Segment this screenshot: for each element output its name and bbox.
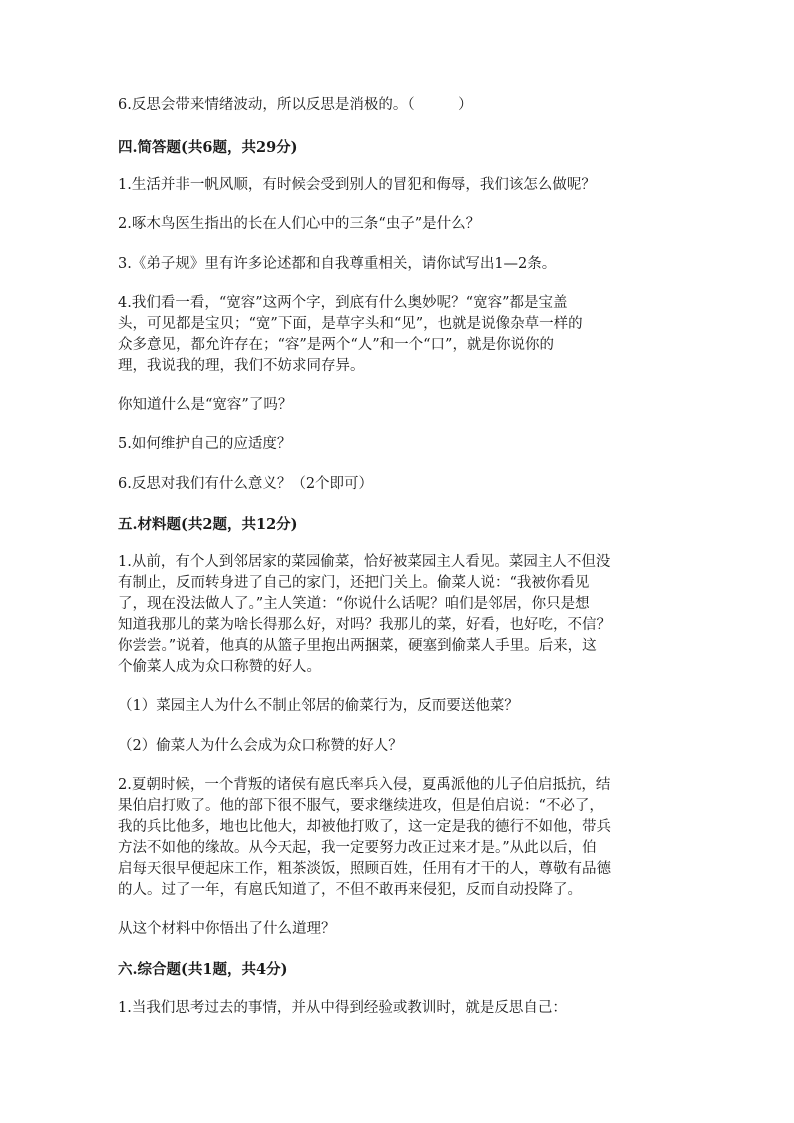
paragraph-line: 4.我们看一看，“宽容”这两个字，到底有什么奥妙呢？“宽容”都是宝盖 [118, 295, 568, 311]
section-four-heading: 四.简答题(共6题，共29分) [118, 139, 298, 156]
paragraph-line: 知道我那儿的菜为啥长得那么好，对吗？我那儿的菜，好看，也好吃，不信？ [118, 617, 611, 633]
paragraph-line: 头，可见都是宝贝；“宽”下面，是草字头和“见”，也就是说像杂草一样的 [118, 316, 583, 332]
question-six-judgment: 6.反思会带来情绪波动，所以反思是消极的。（ ） [118, 97, 473, 113]
paragraph-line: 的人。过了一年，有扈氏知道了，不但不敢再来侵犯，反而自动投降了。 [118, 882, 582, 898]
section-six-heading: 六.综合题(共1题，共4分) [118, 961, 288, 978]
paragraph-line: 了，现在没法做人了。”主人笑道：“你说什么话呢？咱们是邻居，你只是想 [118, 596, 590, 612]
paragraph-line: 个偷菜人成为众口称赞的好人。 [118, 659, 321, 675]
paragraph-line: 2.夏朝时候，一个背叛的诸侯有扈氏率兵入侵，夏禹派他的儿子伯启抵抗，结 [118, 777, 611, 793]
paragraph-line: 启每天很早便起床工作，粗茶淡饭，照顾百姓，任用有才干的人，尊敬有品德 [118, 861, 611, 877]
paragraph-line: 有制止，反而转身进了自己的家门，还把门关上。偷菜人说：“我被你看见 [118, 575, 590, 591]
material-2-passage [118, 775, 611, 901]
paragraph-line: 我的兵比他多，地也比他大，却被他打败了，这一定是我的德行不如他，带兵 [118, 819, 611, 835]
short-answer-4 [118, 293, 583, 377]
short-answer-5: 5.如何维护自己的应适度？ [118, 436, 292, 452]
comprehensive-1: 1.当我们思考过去的事情，并从中得到经验或教训时，就是反思自己： [118, 1000, 567, 1016]
short-answer-1: 1.生活并非一帆风顺，有时候会受到别人的冒犯和侮辱，我们该怎么做呢？ [118, 177, 596, 193]
paragraph-line: 果伯启打败了。他的部下很不服气，要求继续进攻，但是伯启说：“不必了， [118, 798, 604, 814]
paragraph-line: 理，我说我的理，我们不妨求同存异。 [118, 358, 365, 374]
material-1-question-1: （1）菜园主人为什么不制止邻居的偷菜行为，反而要送他菜？ [118, 698, 519, 714]
paragraph-line: 方法不如他的缘故。从今天起，我一定要努力改正过来才是。”从此以后，伯 [118, 840, 597, 856]
short-answer-6: 6.反思对我们有什么意义？（2个即可） [118, 476, 374, 492]
short-answer-3: 3.《弟子规》里有许多论述都和自我尊重相关，请你试写出1—2条。 [118, 256, 557, 272]
paragraph-line: 你尝尝。”说着，他真的从篮子里抱出两捆菜，硬塞到偷菜人手里。后来，这 [118, 638, 597, 654]
material-1-question-2: （2）偷菜人为什么会成为众口称赞的好人？ [118, 738, 403, 754]
material-2-question: 从这个材料中你悟出了什么道理？ [118, 921, 336, 937]
section-five-heading: 五.材料题(共2题，共12分) [118, 516, 298, 533]
paragraph-line: 1.从前，有个人到邻居家的菜园偷菜，恰好被菜园主人看见。菜园主人不但没 [118, 554, 611, 570]
short-answer-4-question: 你知道什么是“宽容”了吗？ [118, 397, 293, 413]
short-answer-2: 2.啄木鸟医生指出的长在人们心中的三条“虫子”是什么？ [118, 216, 481, 232]
paragraph-line: 众多意见，都允许存在；“容”是两个“人”和一个“口”，就是你说你的 [118, 337, 554, 353]
material-1-passage [118, 552, 611, 678]
